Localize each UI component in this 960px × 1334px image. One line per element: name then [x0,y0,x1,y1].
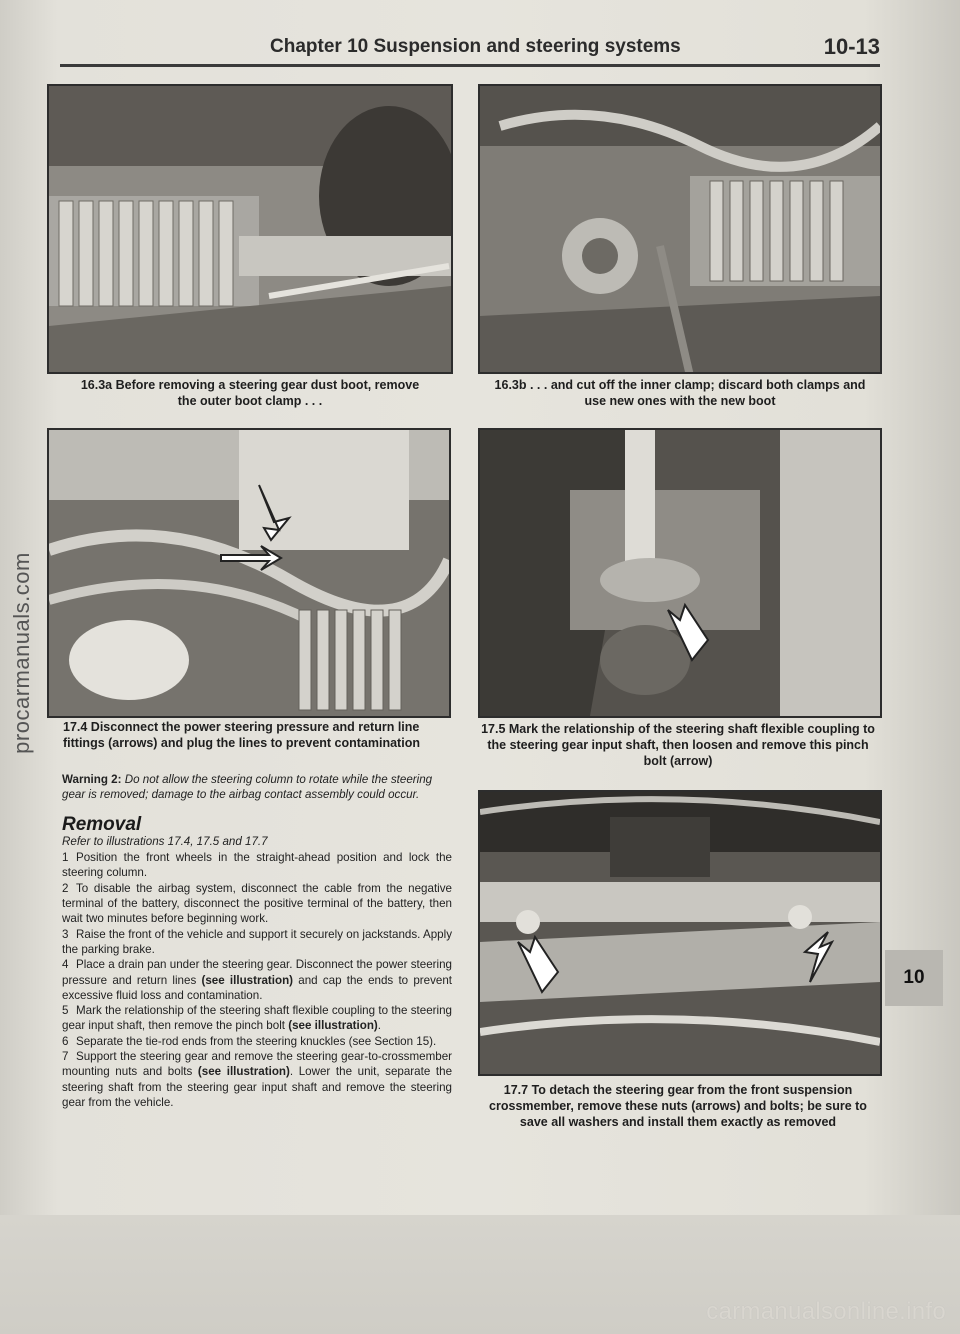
step-4: 4 Place a drain pan under the steering gear. Disconnect the power steering pressure and return lines (see illustration) and cap the ends to prevent excessive fluid loss and contamination. [62,958,453,1002]
section-tab: 10 [885,950,943,1006]
watermark-bottom: carmanualsonline.info [706,1298,946,1325]
caption-17-5: 17.5 Mark the relationship of the steering shaft flexible coupling to the steering gear input shaft, then loosen and remove this pinch bolt (arrow) [481,722,875,768]
photo-16-3a [47,84,453,374]
caption-16-3a: 16.3a Before removing a steering gear dust boot, remove the outer boot clamp . . . [80,378,420,408]
step-3: 3 Raise the front of the vehicle and support it securely on jackstands. Apply the parking brake. [62,927,452,956]
section-heading-removal: Removal [62,813,142,835]
warning-text: Do not allow the steering column to rotate while the steering gear is removed; damage to the airbag contact assembly could occur. [62,773,433,802]
step-6: 6 Separate the tie-rod ends from the steering knuckles (see Section 15). [62,1034,437,1048]
warning-paragraph [62,772,452,803]
warning-label: Warning 2: [62,773,122,786]
step-5: 5 Mark the relationship of the steering shaft flexible coupling to the steering gear input shaft, then remove the pinch bolt (see illustration). [62,1004,452,1033]
page-number: 10-13 [823,34,880,59]
body-text [62,772,452,1110]
refer-illustrations: Refer to illustrations 17.4, 17.5 and 17.7 [62,834,268,848]
photo-17-4 [47,428,451,718]
watermark-side: procarmanuals.com [9,552,34,754]
photo-16-3b [478,84,882,374]
photo-17-7 [478,790,882,1076]
page-header [60,30,880,67]
step-2: 2 To disable the airbag system, disconnect the cable from the negative terminal of the battery, disconnect the positive terminal of the battery, then wait two minutes before beginning work. [62,881,452,926]
caption-17-4: 17.4 Disconnect the power steering pressure and return line fittings (arrows) and plug the lines to prevent contamination [63,720,420,750]
chapter-title: Chapter 10 Suspension and steering systems [270,36,681,57]
caption-17-7: 17.7 To detach the steering gear from the front suspension crossmember, remove these nuts (arrows) and bolts; be sure to save all washers and install them exactly as removed [489,1083,867,1129]
step-7: 7 Support the steering gear and remove the steering gear-to-crossmember mounting nuts and bolts (see illustration). Lower the unit, separate the steering shaft from the steering gear input shaft and remove the steering gear from the vehicle. [62,1050,453,1109]
caption-16-3b: 16.3b . . . and cut off the inner clamp; discard both clamps and use new ones with the new boot [494,378,866,408]
step-1: 1 Position the front wheels in the straight-ahead position and lock the steering column. [62,851,452,880]
photo-17-5 [478,428,882,718]
